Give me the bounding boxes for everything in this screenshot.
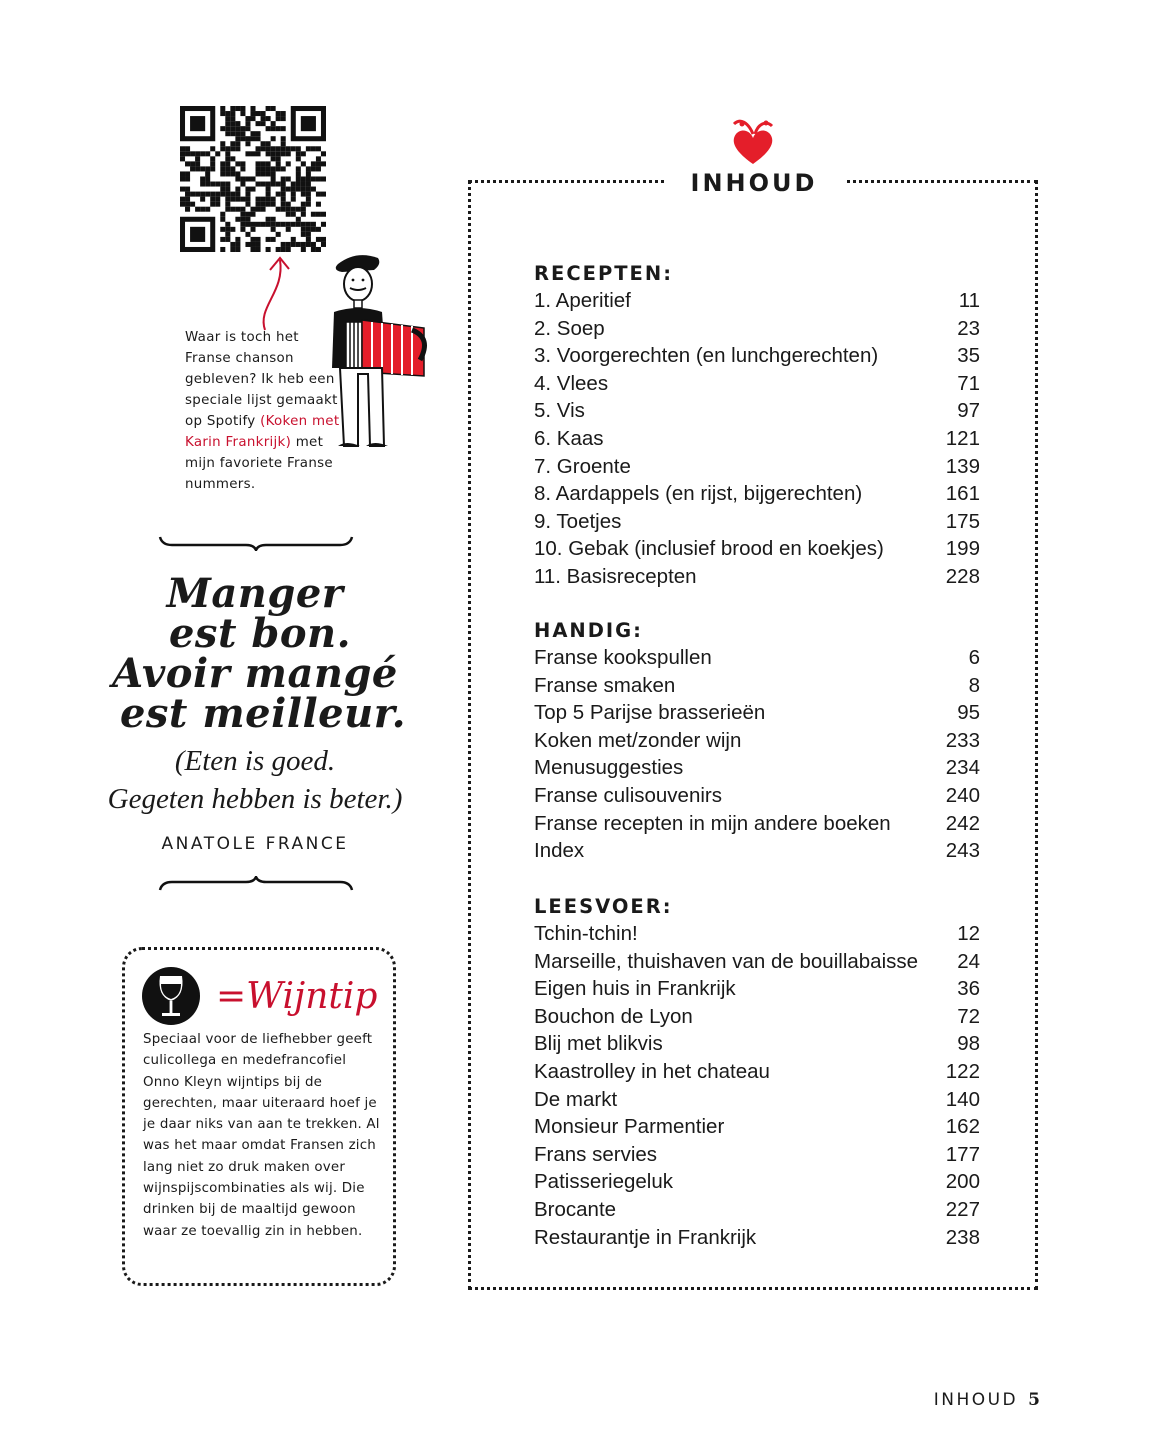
toc-entry-label: Franse kookspullen (534, 646, 712, 669)
toc-section-handig (534, 617, 980, 865)
toc-entry-page: 199 (945, 537, 980, 561)
toc-entry-label: Brocante (534, 1197, 617, 1221)
toc-entry-page: 95 (957, 701, 980, 725)
toc-entry-page: 8 (968, 673, 980, 697)
toc-entry[interactable] (534, 920, 980, 948)
toc-entry[interactable] (534, 672, 980, 700)
toc-entry-label: Menusuggesties (534, 756, 684, 780)
toc-entry-label: 7. Groente (534, 454, 631, 478)
toc-entry[interactable] (534, 1030, 980, 1058)
toc-entry-page: 97 (957, 399, 980, 423)
toc-title: INHOUD (690, 169, 818, 197)
translation-line: Gegeten hebben is beter.) (107, 783, 403, 815)
toc-entry[interactable] (534, 1113, 980, 1141)
toc-entry[interactable] (534, 699, 980, 727)
toc-entry[interactable] (534, 397, 980, 425)
toc-entry[interactable] (534, 644, 980, 672)
toc-entry-label: Eigen huis in Frankrijk (534, 977, 736, 1001)
toc-entry-page: 227 (945, 1197, 980, 1221)
quote-line: est bon. (168, 610, 352, 657)
wine-tip-label: =Wijntip (216, 976, 378, 1017)
toc-entry-label: Franse smaken (534, 673, 676, 697)
note-text: Waar is toch het Franse chanson gebleven? Ik heb een speciale lijst gemaakt op Spotify (185, 330, 338, 429)
arrow-up-icon (255, 252, 305, 332)
toc-entry-label: Monsieur Parmentier (534, 1115, 725, 1139)
toc-entry[interactable] (534, 1224, 980, 1252)
page-number: 5 (1028, 1390, 1040, 1410)
toc-entry-label: Index (534, 839, 585, 863)
toc-entry-label: Franse recepten in mijn andere boeken (534, 811, 891, 835)
section-heading: HANDIG: (534, 619, 643, 642)
toc-section-recepten (534, 260, 980, 591)
spotify-note (185, 327, 345, 495)
toc-entry-page: 243 (945, 839, 980, 863)
toc-entry-label: 8. Aardappels (en rijst, bijgerechten) (534, 482, 863, 506)
toc-entry-page: 35 (957, 344, 980, 368)
toc-entry-page: 24 (957, 949, 980, 973)
translation-line: (Eten is goed. (174, 745, 336, 777)
toc-entry-page: 162 (945, 1115, 980, 1139)
flourish-divider-icon (158, 535, 354, 551)
toc-entry[interactable] (534, 1003, 980, 1031)
section-heading: RECEPTEN: (534, 262, 673, 285)
toc-entry[interactable] (534, 370, 980, 398)
toc-entry-page: 6 (968, 646, 980, 669)
toc-entry[interactable] (534, 1058, 980, 1086)
toc-entry-page: 177 (945, 1142, 980, 1166)
toc-entry[interactable] (534, 837, 980, 865)
toc-entry-label: Patisseriegeluk (534, 1170, 674, 1194)
toc-entry-label: 5. Vis (534, 399, 585, 423)
toc-entry-label: Top 5 Parijse brasserieën (534, 701, 766, 725)
toc-entry[interactable] (534, 975, 980, 1003)
toc-entry[interactable] (534, 1196, 980, 1224)
toc-entry-page: 98 (957, 1032, 980, 1056)
toc-entry-page: 234 (945, 756, 980, 780)
toc-entry[interactable] (534, 342, 980, 370)
wine-tip-text: Speciaal voor de liefhebber geeft culicollega en medefrancofiel Onno Kleyn wijntips bij de gerechten, maar uiteraard hoef je je daar niks van aan te trekken. Al was het maar omdat Fransen zich lang niet zo druk maken over wijnspijscombinaties als wij. Die drinken bij de maaltijd gewoon waar ze toevallig zin in hebben. (143, 1032, 380, 1239)
toc-entry-label: Blij met blikvis (534, 1032, 663, 1056)
toc-entry-label: Tchin-tchin! (534, 922, 638, 945)
toc-entry-label: Bouchon de Lyon (534, 1004, 693, 1028)
heart-icon (728, 114, 778, 166)
toc-entry-label: 1. Aperitief (534, 289, 631, 312)
spotify-playlist-link[interactable]: (Koken met Karin Frankrijk) (185, 414, 340, 450)
quote-line: Avoir mangé (112, 650, 398, 697)
wine-glass-icon (141, 966, 201, 1026)
toc-entry-label: Frans servies (534, 1142, 658, 1166)
toc-entry[interactable] (534, 810, 980, 838)
toc-entry[interactable] (534, 425, 980, 453)
toc-entry-page: 200 (945, 1170, 980, 1194)
toc-entry-page: 72 (957, 1004, 980, 1028)
toc-entry-label: Kaastrolley in het chateau (534, 1059, 770, 1083)
toc-entry-label: 2. Soep (534, 316, 605, 340)
toc-entry[interactable] (534, 727, 980, 755)
toc-entry-page: 122 (945, 1059, 980, 1083)
toc-entry[interactable] (534, 453, 980, 481)
toc-entry-page: 23 (957, 316, 980, 340)
toc-entry[interactable] (534, 1141, 980, 1169)
note-text-end: met mijn favoriete Franse nummers. (185, 435, 333, 492)
toc-entry-page: 233 (945, 728, 980, 752)
qr-code-icon[interactable] (180, 106, 326, 252)
toc-entry-label: 11. Basisrecepten (534, 564, 697, 588)
footer-label: INHOUD (933, 1390, 1019, 1410)
toc-entry-page: 228 (945, 564, 980, 588)
flourish-divider-icon (158, 876, 354, 892)
toc-entry-page: 140 (945, 1087, 980, 1111)
toc-entry-label: Marseille, thuishaven van de bouillabaisse (534, 949, 919, 973)
toc-entry[interactable] (534, 480, 980, 508)
toc-entry[interactable] (534, 1086, 980, 1114)
toc-entry-label: 6. Kaas (534, 426, 604, 450)
toc-entry-label: 10. Gebak (inclusief brood en koekjes) (534, 537, 884, 561)
toc-section-leesvoer (534, 893, 980, 1251)
toc-entry-page: 242 (945, 811, 980, 835)
toc-entry-page: 71 (957, 371, 980, 395)
toc-entry-page: 36 (957, 977, 980, 1001)
quote-author: ANATOLE FRANCE (161, 834, 349, 854)
toc-entry[interactable] (534, 754, 980, 782)
toc-entry-page: 139 (945, 454, 980, 478)
toc-entry[interactable] (534, 508, 980, 536)
toc-entry[interactable] (534, 287, 980, 315)
toc-entry-page: 240 (945, 783, 980, 807)
toc-entry-label: Koken met/zonder wijn (534, 728, 742, 752)
quote-line: est meilleur. (119, 690, 407, 737)
toc-entry-page: 12 (957, 922, 980, 945)
toc-entry-label: 3. Voorgerechten (en lunchgerechten) (534, 344, 879, 368)
toc-entry-page: 11 (958, 289, 980, 312)
quote-line: Manger (166, 570, 344, 617)
toc-entry-page: 175 (945, 509, 980, 533)
toc-entry-label: Restaurantje in Frankrijk (534, 1225, 757, 1249)
quote (90, 570, 420, 737)
toc-entry-page: 161 (945, 482, 980, 506)
toc-entry[interactable] (534, 1168, 980, 1196)
toc-entry-page: 121 (945, 426, 980, 450)
toc-entry[interactable] (534, 535, 980, 563)
toc-entry-label: 9. Toetjes (534, 509, 622, 533)
section-heading: LEESVOER: (534, 895, 673, 918)
toc-entry[interactable] (534, 948, 980, 976)
toc-entry[interactable] (534, 782, 980, 810)
toc-entry[interactable] (534, 563, 980, 591)
toc-entry-label: Franse culisouvenirs (534, 783, 722, 807)
toc-entry-page: 238 (945, 1225, 980, 1249)
toc-entry-label: De markt (534, 1087, 618, 1111)
toc-entry[interactable] (534, 315, 980, 343)
quote-translation (90, 742, 420, 818)
toc-entry-label: 4. Vlees (534, 371, 609, 395)
page-footer (900, 1390, 1040, 1410)
